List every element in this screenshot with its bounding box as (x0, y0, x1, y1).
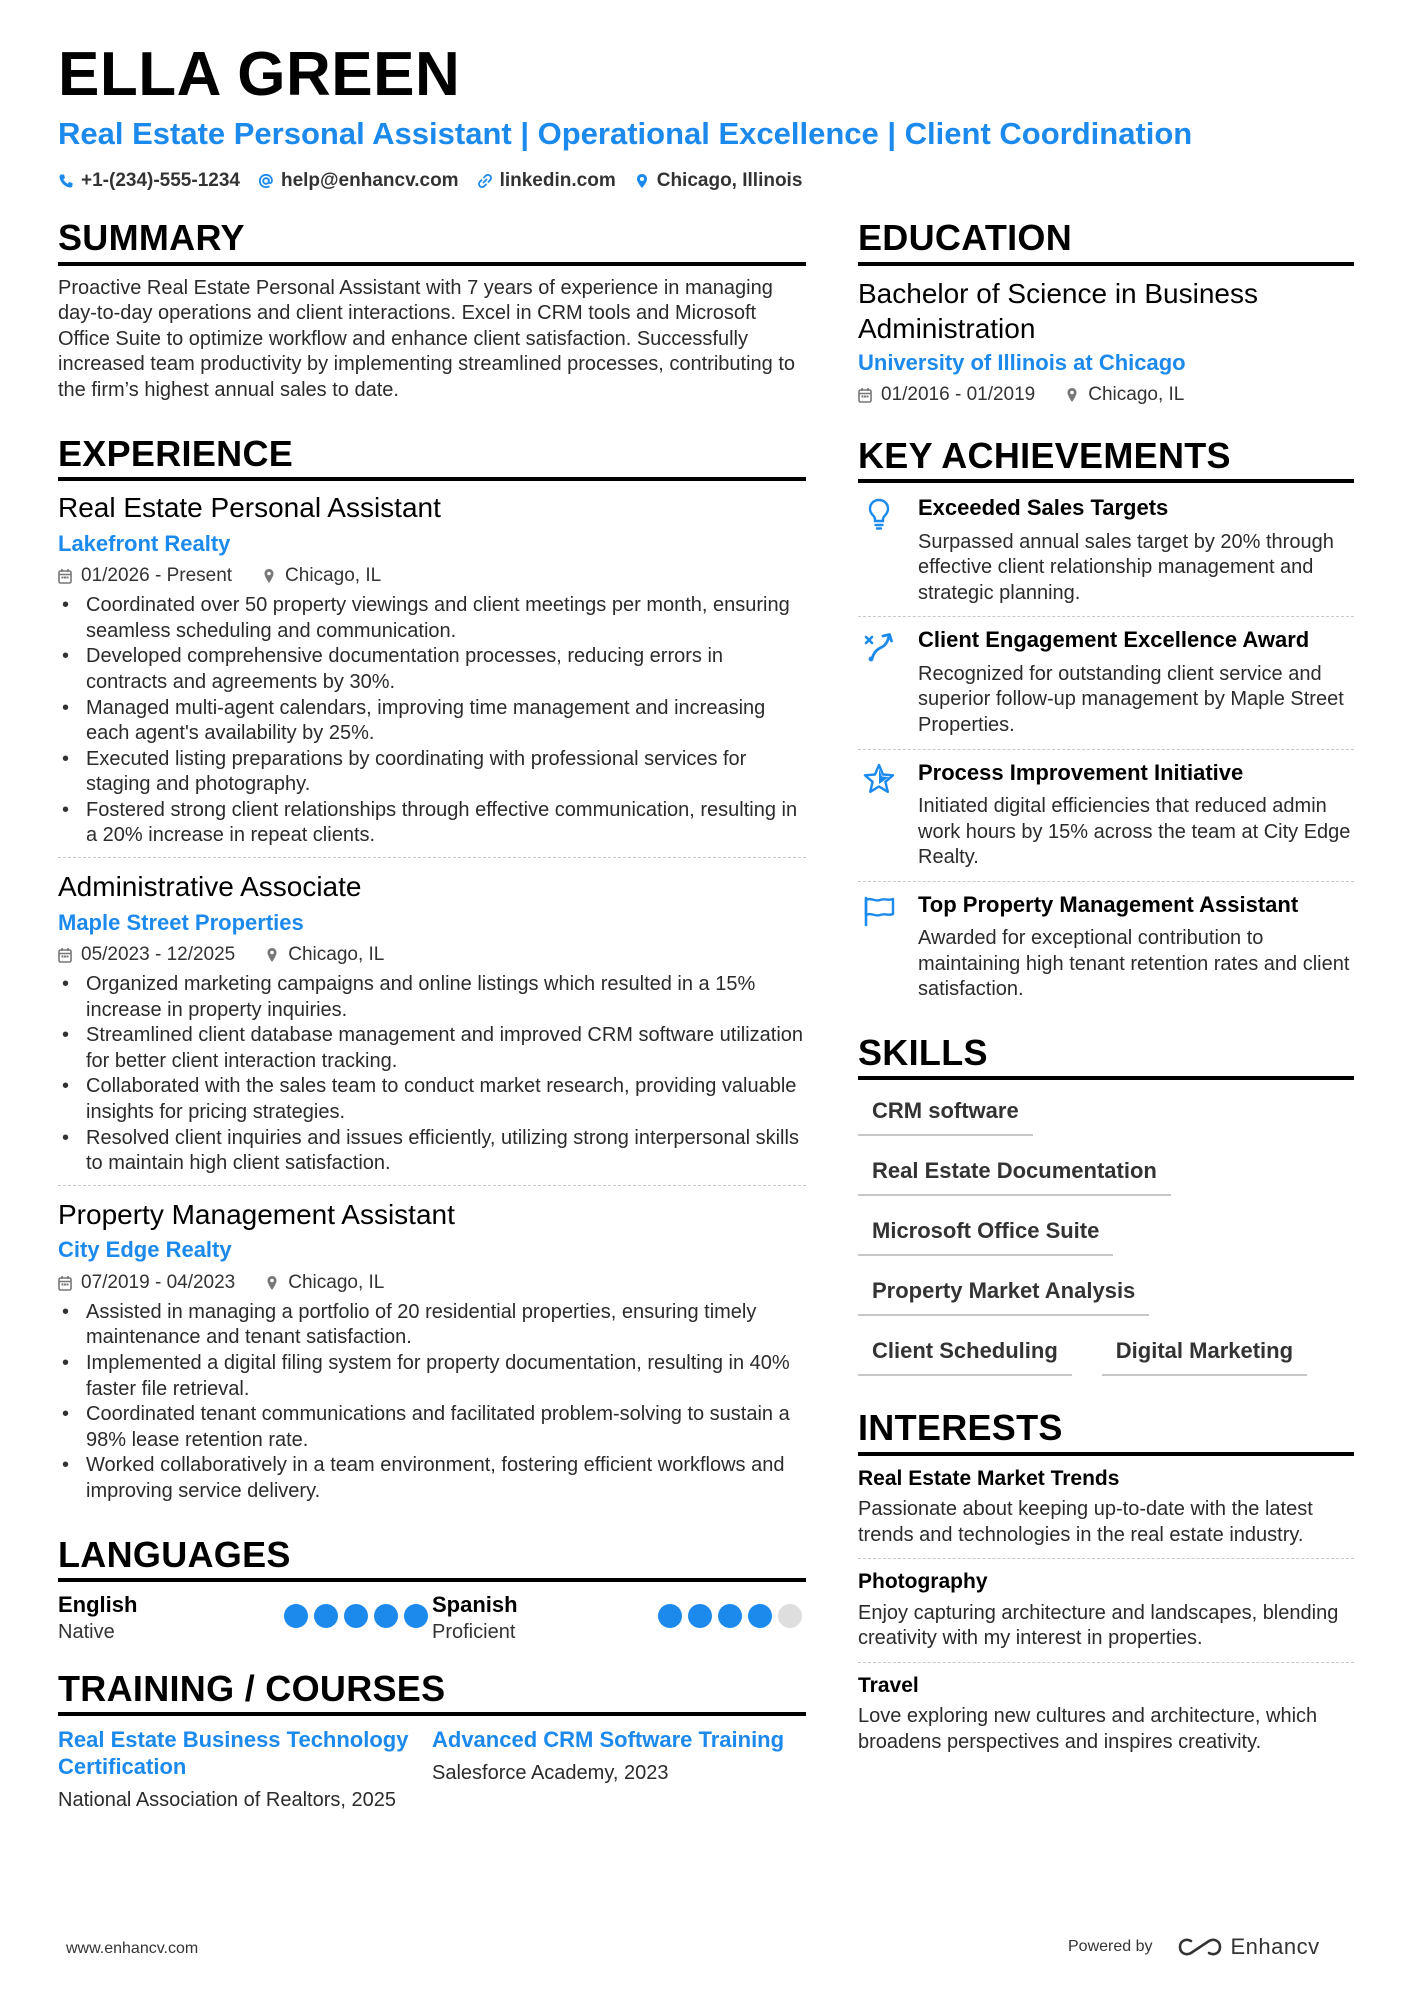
job-bullets (58, 1300, 806, 1505)
job-bullet: • Developed comprehensive documentation processes, reducing errors in contracts and agreements by 30%. (58, 644, 806, 695)
company-name: Lakefront Realty (58, 530, 231, 556)
job-dates (58, 944, 235, 966)
interests-section (858, 1408, 1354, 1765)
job-dates-text: 01/2026 - Present (81, 565, 233, 587)
languages-heading: LANGUAGES (58, 1535, 806, 1583)
star-icon (862, 762, 896, 796)
footer-branding (1068, 1934, 1320, 1960)
summary-heading: SUMMARY (58, 218, 806, 266)
skills-heading: SKILLS (858, 1033, 1354, 1081)
language-item (58, 1592, 432, 1644)
location-pin-icon (262, 568, 276, 584)
education-dates-text: 01/2016 - 01/2019 (881, 383, 1036, 405)
company-name: City Edge Realty (58, 1237, 232, 1263)
job-bullet: • Streamlined client database management and improved CRM software utilization for better client interaction tracking. (58, 1023, 806, 1074)
course-item (58, 1726, 432, 1814)
achievement-title: Process Improvement Initiative (918, 759, 1244, 785)
interest-desc: Love exploring new cultures and architecture, which broadens perspectives and inspires creativity. (858, 1705, 1318, 1753)
education-location (1065, 384, 1184, 406)
skill-tag: CRM software (858, 1084, 1033, 1136)
job-dates (58, 565, 232, 587)
job-bullet: • Coordinated tenant communications and facilitated problem-solving to sustain a 98% lease retention rate. (58, 1402, 806, 1453)
contact-location-text: Chicago, Illinois (656, 170, 803, 191)
job-dates-text: 07/2019 - 04/2023 (81, 1271, 236, 1293)
job-bullet: • Collaborated with the sales team to conduct market research, providing valuable insights for pricing strategies. (58, 1074, 806, 1125)
rating-dot-empty (778, 1604, 802, 1628)
achievement-title: Client Engagement Excellence Award (918, 627, 1310, 653)
job-dates (58, 1272, 235, 1294)
location-pin-icon (265, 947, 279, 963)
rating-dot-filled (404, 1604, 428, 1628)
contact-location (634, 170, 803, 192)
link-icon (477, 173, 493, 189)
job-bullet: • Worked collaboratively in a team environment, fostering efficient workflows and improving service delivery. (58, 1453, 806, 1504)
contact-linkedin[interactable] (477, 170, 616, 192)
course-org: National Association of Realtors, 2025 (58, 1789, 396, 1812)
education-location-text: Chicago, IL (1088, 383, 1185, 405)
enhancv-logo-icon (1177, 1936, 1223, 1958)
candidate-tagline: Real Estate Personal Assistant | Operational Excellence | Client Coordination (58, 116, 1193, 151)
job-title: Real Estate Personal Assistant (58, 492, 441, 524)
education-heading: EDUCATION (858, 218, 1354, 266)
job-entry (58, 491, 806, 857)
flag-icon (862, 894, 896, 928)
job-bullet: • Managed multi-agent calendars, improving time management and increasing each agent's availability by 25%. (58, 696, 806, 747)
right-column (858, 218, 1354, 1765)
experience-section (58, 434, 806, 1513)
job-bullet: • Organized marketing campaigns and online listings which resulted in a 15% increase in property inquiries. (58, 972, 806, 1023)
education-meta (858, 384, 1354, 406)
enhancv-logo[interactable] (1177, 1934, 1320, 1960)
contact-email[interactable] (258, 170, 459, 192)
job-location (262, 565, 381, 587)
achievement-item (858, 485, 1354, 616)
at-icon (258, 173, 274, 189)
language-level: Native (58, 1620, 115, 1643)
skill-tag: Client Scheduling (858, 1324, 1072, 1376)
skill-tag: Digital Marketing (1102, 1324, 1307, 1376)
job-entry (58, 857, 806, 1185)
skills-section (858, 1033, 1354, 1385)
location-pin-icon (1065, 387, 1079, 403)
candidate-name: ELLA GREEN (58, 40, 461, 109)
language-level: Proficient (432, 1620, 516, 1643)
contact-phone[interactable] (58, 170, 240, 192)
experience-heading: EXPERIENCE (58, 434, 806, 482)
rating-dot-filled (748, 1604, 772, 1628)
job-meta (58, 944, 806, 966)
company-name: Maple Street Properties (58, 909, 304, 935)
achievements-section (858, 436, 1354, 1013)
language-item (432, 1592, 806, 1644)
job-location-text: Chicago, IL (285, 565, 382, 587)
skill-tag: Microsoft Office Suite (858, 1204, 1113, 1256)
job-bullet: • Fostered strong client relationships through effective communication, resulting in a 20% increase in repeat clients. (58, 798, 806, 849)
achievement-icon-wrap (858, 627, 918, 738)
interest-desc: Passionate about keeping up-to-date with the latest trends and technologies in the real estate industry. (858, 1498, 1313, 1546)
rating-dot-filled (344, 1604, 368, 1628)
contact-linkedin-text: linkedin.com (499, 170, 616, 191)
interest-item (858, 1558, 1354, 1661)
language-name: English (58, 1592, 138, 1618)
job-meta (58, 1272, 806, 1294)
job-bullet: • Resolved client inquiries and issues efficiently, utilizing strong interpersonal skills to maintain high client satisfaction. (58, 1126, 806, 1177)
calendar-icon (58, 568, 72, 584)
job-dates-text: 05/2023 - 12/2025 (81, 944, 236, 966)
contact-bar (58, 170, 802, 192)
skill-tag: Property Market Analysis (858, 1264, 1149, 1316)
rating-dot-filled (658, 1604, 682, 1628)
school-name: University of Illinois at Chicago (858, 349, 1186, 375)
interest-title: Travel (858, 1673, 919, 1697)
training-section (58, 1669, 806, 1814)
achievement-desc: Awarded for exceptional contribution to maintaining high tenant retention rates and client satisfaction. (918, 927, 1350, 1001)
calendar-icon (58, 1275, 72, 1291)
achievement-title: Exceeded Sales Targets (918, 495, 1169, 521)
skill-tag: Real Estate Documentation (858, 1144, 1171, 1196)
achievement-desc: Initiated digital efficiencies that reduced admin work hours by 15% across the team at City Edge Realty. (918, 794, 1351, 869)
job-title: Administrative Associate (58, 871, 362, 903)
achievement-title: Top Property Management Assistant (918, 891, 1299, 917)
job-bullets (58, 972, 806, 1177)
achievement-icon-wrap (858, 495, 918, 606)
powered-by-label: Powered by (1068, 1938, 1153, 1955)
interest-title: Real Estate Market Trends (858, 1467, 1120, 1491)
job-location (265, 1272, 384, 1294)
lightbulb-icon (862, 497, 896, 531)
achievement-icon-wrap (858, 892, 918, 1003)
calendar-icon (58, 947, 72, 963)
achievement-item (858, 749, 1354, 881)
job-bullet: • Implemented a digital filing system for property documentation, resulting in 40% faster file retrieval. (58, 1351, 806, 1402)
location-pin-icon (634, 173, 650, 189)
phone-icon (58, 173, 74, 189)
course-item (432, 1726, 806, 1814)
languages-list (58, 1592, 806, 1644)
rating-dot-filled (718, 1604, 742, 1628)
achievement-desc: Recognized for outstanding client service and superior follow-up management by Maple Street Properties. (918, 662, 1344, 736)
language-rating (284, 1604, 428, 1628)
rating-dot-filled (314, 1604, 338, 1628)
course-title: Real Estate Business Technology Certification (58, 1727, 409, 1780)
enhancv-brand-text: Enhancv (1230, 1934, 1320, 1959)
job-location-text: Chicago, IL (288, 944, 385, 966)
summary-text: Proactive Real Estate Personal Assistant with 7 years of experience in managing day-to-day operations and client interactions. Excel in CRM tools and Microsoft Office Suite to optimize workflow and enhance client satisfaction. Successfully increased team productivity by implementing streamlined processes, contributing to the firm’s highest annual sales to date. (58, 276, 796, 401)
job-title: Property Management Assistant (58, 1198, 455, 1230)
interest-item (858, 1662, 1354, 1765)
calendar-icon (858, 387, 872, 403)
interest-desc: Enjoy capturing architecture and landscapes, blending creativity with my interest in properties. (858, 1601, 1339, 1650)
rating-dot-filled (688, 1604, 712, 1628)
course-org: Salesforce Academy, 2023 (432, 1762, 669, 1785)
job-location (265, 944, 384, 966)
location-pin-icon (265, 1275, 279, 1291)
achievements-heading: KEY ACHIEVEMENTS (858, 436, 1354, 484)
language-name: Spanish (432, 1592, 518, 1618)
path-route-icon (862, 629, 896, 663)
job-bullet: • Executed listing preparations by coordinating with professional services for staging and photography. (58, 747, 806, 798)
rating-dot-filled (374, 1604, 398, 1628)
interest-title: Photography (858, 1570, 988, 1594)
training-heading: TRAINING / COURSES (58, 1669, 806, 1717)
job-entry (58, 1185, 806, 1513)
job-bullet: • Coordinated over 50 property viewings and client meetings per month, ensuring seamless scheduling and communication. (58, 593, 806, 644)
education-dates (858, 384, 1035, 406)
achievement-icon-wrap (858, 760, 918, 871)
skills-list (858, 1084, 1354, 1384)
degree-title: Bachelor of Science in Business Administration (858, 277, 1258, 344)
achievement-item (858, 881, 1354, 1013)
footer-website[interactable]: www.enhancv.com (66, 1940, 199, 1957)
interest-item (858, 1460, 1354, 1558)
job-bullets (58, 593, 806, 849)
rating-dot-filled (284, 1604, 308, 1628)
achievement-desc: Surpassed annual sales target by 20% through effective client relationship management and strategic planning. (918, 530, 1334, 604)
contact-phone-text: +1-(234)-555-1234 (81, 170, 240, 191)
contact-email-text: help@enhancv.com (280, 170, 459, 191)
job-bullet: • Assisted in managing a portfolio of 20 residential properties, ensuring timely maintenance and tenant satisfaction. (58, 1300, 806, 1351)
left-column (58, 218, 806, 1814)
courses-list (58, 1726, 806, 1814)
education-section (858, 218, 1354, 406)
course-title: Advanced CRM Software Training (432, 1727, 785, 1753)
job-location-text: Chicago, IL (288, 1271, 385, 1293)
languages-section (58, 1535, 806, 1645)
job-meta (58, 565, 806, 587)
language-rating (658, 1604, 802, 1628)
interests-heading: INTERESTS (858, 1408, 1354, 1456)
achievement-item (858, 616, 1354, 748)
summary-section (58, 218, 806, 404)
